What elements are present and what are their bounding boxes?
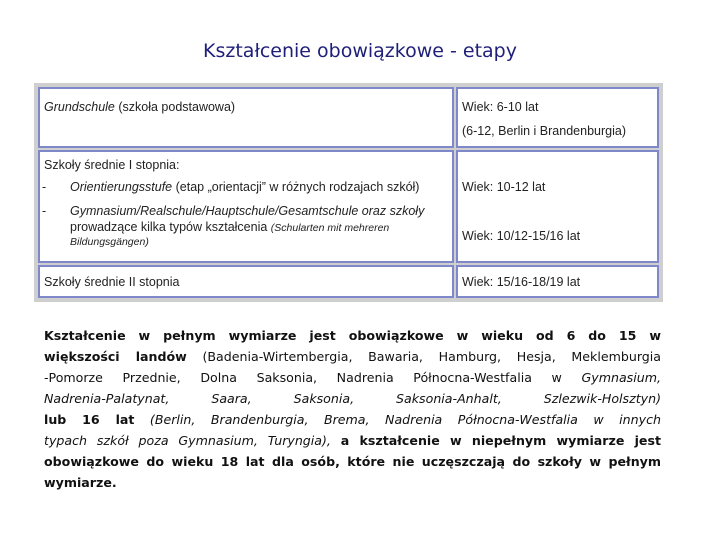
primary-school-desc: (szkoła podstawowa): [114, 100, 236, 114]
list-dash: -: [42, 180, 47, 194]
body-line: Kształcenie w pełnym wymiarze jest obowiązkowe w wieku od 6 do 15 w: [44, 328, 661, 343]
body-line: typach szkół poza Gymnasium, Turyngia), a kształcenie w niepełnym wymiarze jest: [44, 433, 661, 448]
body-paragraph: [44, 325, 661, 493]
cell-secondary-2: [38, 265, 454, 298]
primary-school-name: Grundschule: [44, 100, 115, 114]
secondary-1-heading: Szkoły średnie I stopnia:: [44, 158, 180, 172]
secondary-2-label: Szkoły średnie II stopnia: [44, 275, 180, 289]
body-line: Nadrenia-Palatynat, Saara, Saksonia, Saksonia-Anhalt, Szlezwik-Holsztyn): [44, 391, 661, 406]
secondary-2-age: Wiek: 15/16-18/19 lat: [462, 275, 581, 289]
cell-secondary-1-age: [456, 150, 659, 263]
body-line: -Pomorze Przednie, Dolna Saksonia, Nadrenia Północna-Westfalia w Gymnasium,: [44, 370, 661, 385]
stages-table: [34, 83, 663, 302]
multi-track-schools-german: Bildungsgängen): [70, 236, 149, 248]
body-line: lub 16 lat (Berlin, Brandenburgia, Brema, Nadrenia Północna-Westfalia w innych: [44, 412, 661, 427]
body-line: wymiarze.: [44, 475, 117, 490]
orientation-age: Wiek: 10-12 lat: [462, 180, 546, 194]
list-dash: -: [42, 204, 47, 218]
body-line: większości landów (Badenia-Wirtembergia, Bawaria, Hamburg, Hesja, Meklemburgia: [44, 349, 661, 364]
cell-secondary-1: [38, 150, 454, 263]
multi-track-schools: prowadzące kilka typów kształcenia (Schularten mit mehreren: [70, 220, 390, 234]
school-types: Gymnasium/Realschule/Hauptschule/Gesamtschule oraz szkoły: [70, 204, 425, 218]
cell-secondary-2-age: [456, 265, 659, 298]
cell-primary-age: [456, 87, 659, 148]
secondary-1-age: Wiek: 10/12-15/16 lat: [462, 229, 581, 243]
primary-age-note: (6-12, Berlin i Brandenburgia): [462, 124, 626, 138]
page-title: Kształcenie obowiązkowe - etapy: [203, 40, 517, 62]
primary-age: Wiek: 6-10 lat: [462, 100, 539, 114]
body-line: obowiązkowe do wieku 18 lat dla osób, które nie uczęszczają do szkoły w pełnym: [44, 454, 661, 469]
cell-primary-school: [38, 87, 454, 148]
orientation-stage: Orientierungsstufe (etap „orientacji” w różnych rodzajach szkół): [70, 180, 420, 194]
